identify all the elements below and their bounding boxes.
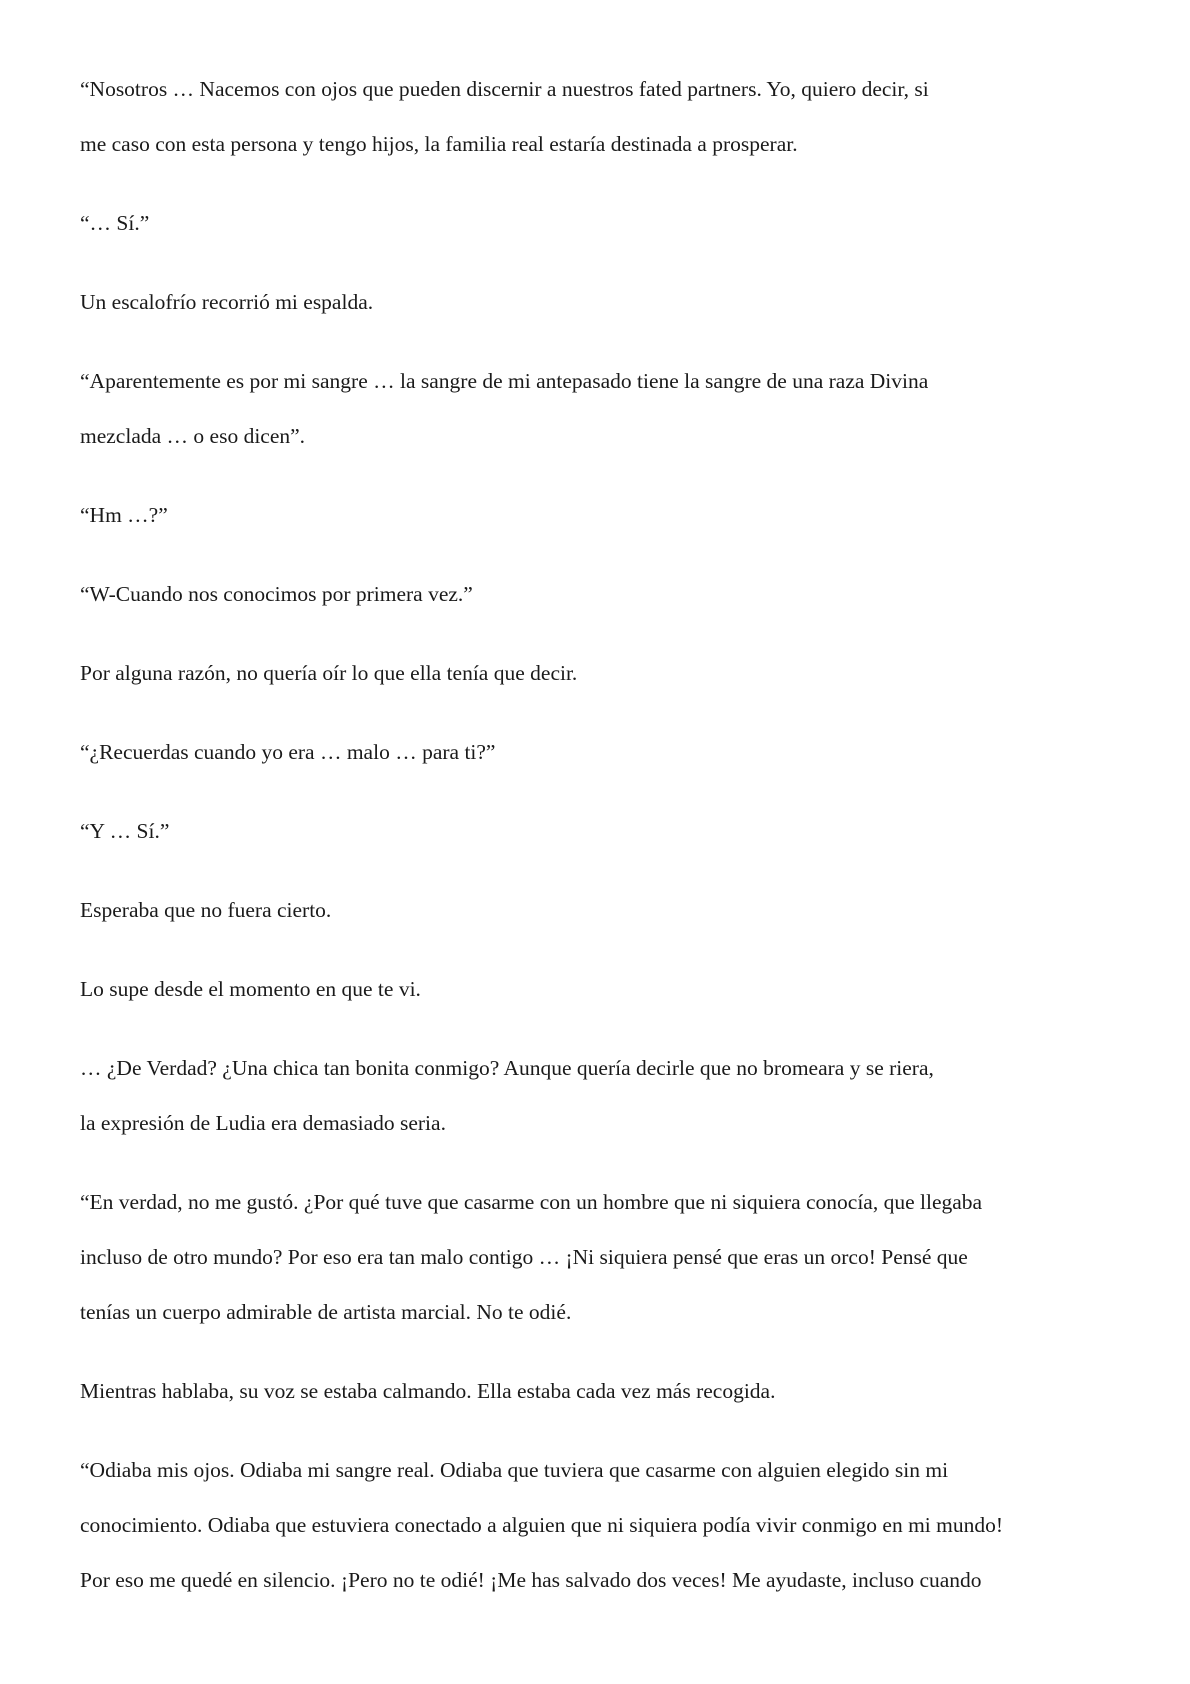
- paragraph: [80, 962, 1120, 1017]
- text-line: “Odiaba mis ojos. Odiaba mi sangre real. Odiaba que tuviera que casarme con alguien elegido sin mi: [80, 1458, 949, 1482]
- text-line: Un escalofrío recorrió mi espalda.: [80, 290, 374, 314]
- paragraph: [80, 1443, 1120, 1608]
- document-body: [80, 62, 1120, 1632]
- paragraph: [80, 275, 1120, 330]
- text-line: Esperaba que no fuera cierto.: [80, 898, 332, 922]
- paragraph: [80, 567, 1120, 622]
- paragraph: [80, 1175, 1120, 1340]
- text-line: … ¿De Verdad? ¿Una chica tan bonita conmigo? Aunque quería decirle que no bromeara y se riera,: [80, 1056, 934, 1080]
- text-line: “En verdad, no me gustó. ¿Por qué tuve que casarme con un hombre que ni siquiera conocía, que llegaba: [80, 1190, 983, 1214]
- paragraph: [80, 646, 1120, 701]
- paragraph: [80, 804, 1120, 859]
- paragraph: [80, 62, 1120, 172]
- text-line: Por eso me quedé en silencio. ¡Pero no te odié! ¡Me has salvado dos veces! Me ayudaste, incluso cuando: [80, 1568, 982, 1592]
- text-line: Lo supe desde el momento en que te vi.: [80, 977, 421, 1001]
- paragraph: [80, 354, 1120, 464]
- text-line: “… Sí.”: [80, 211, 150, 235]
- text-line: “¿Recuerdas cuando yo era … malo … para ti?”: [80, 740, 496, 764]
- paragraph: [80, 196, 1120, 251]
- paragraph: [80, 488, 1120, 543]
- text-line: “Aparentemente es por mi sangre … la sangre de mi antepasado tiene la sangre de una raza Divina: [80, 369, 929, 393]
- text-line: Mientras hablaba, su voz se estaba calmando. Ella estaba cada vez más recogida.: [80, 1379, 776, 1403]
- paragraph: [80, 1364, 1120, 1419]
- paragraph: [80, 883, 1120, 938]
- text-line: “Hm …?”: [80, 503, 168, 527]
- text-line: “Nosotros … Nacemos con ojos que pueden discernir a nuestros fated partners. Yo, quiero decir, si: [80, 77, 929, 101]
- paragraph: [80, 725, 1120, 780]
- text-line: Por alguna razón, no quería oír lo que ella tenía que decir.: [80, 661, 578, 685]
- text-line: tenías un cuerpo admirable de artista marcial. No te odié.: [80, 1300, 572, 1324]
- text-line: me caso con esta persona y tengo hijos, la familia real estaría destinada a prosperar.: [80, 132, 798, 156]
- paragraph: [80, 1041, 1120, 1151]
- text-line: conocimiento. Odiaba que estuviera conectado a alguien que ni siquiera podía vivir conmigo en mi mundo!: [80, 1513, 1004, 1537]
- text-line: “W-Cuando nos conocimos por primera vez.”: [80, 582, 473, 606]
- text-line: “Y … Sí.”: [80, 819, 170, 843]
- text-line: la expresión de Ludia era demasiado seria.: [80, 1111, 446, 1135]
- text-line: incluso de otro mundo? Por eso era tan malo contigo … ¡Ni siquiera pensé que eras un orco! Pensé que: [80, 1245, 968, 1269]
- text-line: mezclada … o eso dicen”.: [80, 424, 306, 448]
